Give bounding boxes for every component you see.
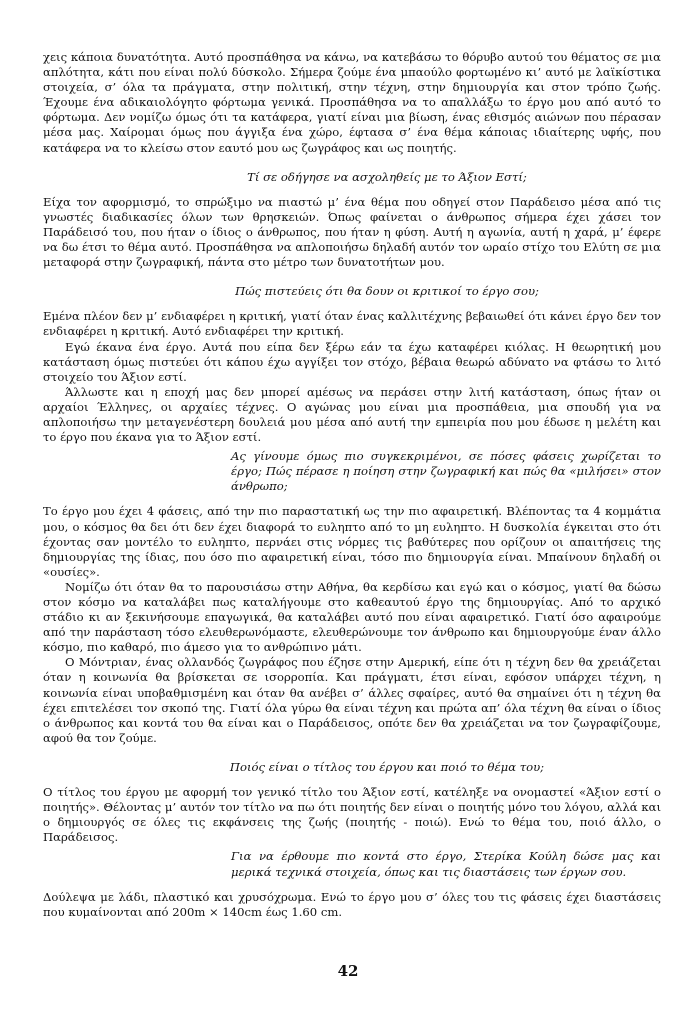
paragraph: Το έργο μου έχει 4 φάσεις, από την πιο παραστατική ως την πιο αφαιρετική. Βλέποντας τα 4 κομμάτια μου, ο κόσμος θα δει ότι δεν έχει διαφορά το ευληπτο από το μη ευληπτο. Η δυσκολία έγκειται στο ότι έχοντας σαν μοντέλο το ευληπτο, περνάει στις νόρμες τις βαθύτερες που ορίζουν οι απαιτήσεις της δημιουργίας της ίδιας, που όσο πιο αφαιρετική είναι, τόσο πιο δημιουργία είναι. Μπαίνουν δηλαδή οι «ουσίες».: [43, 504, 661, 579]
paragraph: Εμένα πλέον δεν μ’ ενδιαφέρει η κριτική, γιατί όταν ένας καλλιτέχνης βεβαιωθεί ότι κάνει έργο δεν τον ενδιαφέρει η κριτική. Αυτό ενδιαφέρει την κριτική.: [43, 309, 661, 339]
page-number: 42: [337, 962, 359, 980]
paragraph: Εγώ έκανα ένα έργο. Αυτά που είπα δεν ξέρω εάν τα έχω καταφέρει κιόλας. Η θεωρητική μου κατάσταση όμως πιστεύει ότι κάπου έχω αγγίξει τον στόχο, βέβαια θεωρώ αδύνατο να φτάσω το λιτό στοιχείο του Άξιον εστί.: [43, 339, 661, 384]
paragraph: Είχα τον αφορμισμό, το σπρώξιμο να πιαστώ μ’ ένα θέμα που οδηγεί στον Παράδεισο μέσα από τις γνωστές διαδικασίες όλων των θρησκειών. Όπως φαίνεται ο άνθρωπος σήμερα έχει χάσει τον Παράδεισό του, που ήταν ο ίδιος ο άνθρωπος, που ήταν η φύση. Αυτή η αγωνία, αυτή η χαρά, μ’ έφερε να δω έτσι το θέμα αυτό. Προσπάθησα να απλοποιήσω δηλαδή αυτόν τον ωραίο στίχο του Ελύτη σε μια μεταφορά στην ζωγραφική, πάντα στο μέτρο των δυνατοτήτων μου.: [43, 194, 661, 270]
paragraph: χεις κάποια δυνατότητα. Αυτό προσπάθησα να κάνω, να κατεβάσω το θόρυβο αυτού του θέματος σε μια απλότητα, κάτι που είναι πολύ δύσκολο. Σήμερα ζούμε ένα μπαούλο φορτωμένο κι’ αυτό με λαϊκίστικα στοιχεία, σ’ όλα τα πράγματα, στην πολιτική, στην τέχνη, στην δημιουργία και στον τρόπο ζωής. Έχουμε ένα αδικαιολόγητο φόρτωμα γενικά. Προσπάθησα να το απαλλάξω το έργο μου από αυτό το φόρτωμα. Δεν νομίζω όμως ότι τα κατάφερα, γιατί είναι μια βίωση, ένας εθισμός αιώνων που πέρασαν μέσα μας. Χαίρομαι όμως που άγγιξα ένα χώρο, έφτασα σ’ ένα θέμα κάποιας ιδιαίτερης υφής, που κατάφερα να το κλείσω στον εαυτό μου ως ζωγράφος και ως ποιητής.: [43, 50, 661, 155]
interview-question: Για να έρθουμε πιο κοντά στο έργο, Στερίκα Κούλη δώσε μας και μερικά τεχνικά στοιχεία, όπως και τις διαστάσεις των έργων σου.: [231, 849, 661, 879]
interview-question: Ας γίνουμε όμως πιο συγκεκριμένοι, σε πόσες φάσεις χωρίζεται το έργο; Πώς πέρασε η ποίηση στην ζωγραφική και πώς θα «μιλήσει» στον άνθρωπο;: [231, 449, 661, 494]
interview-question: Ποιός είναι ο τίτλος του έργου και ποιό το θέμα του;: [229, 759, 545, 774]
page-body: [43, 50, 661, 920]
interview-question: Πώς πιστεύεις ότι θα δουν οι κριτικοί το έργο σου;: [235, 284, 539, 299]
paragraph: Ο τίτλος του έργου με αφορμή τον γενικό τίτλο του Άξιον εστί, κατέληξε να ονομαστεί «Άξιον εστί ο ποιητής». Θέλοντας μ’ αυτόν τον τίτλο να πω ότι ποιητής δεν είναι ο ποιητής μόνο του λόγου, αλλά και ο δημιουργός σε όλες τις εκφάνσεις της ζωής (ποιητής - ποιώ). Ενώ το θέμα του, ποιό άλλο, ο Παράδεισος.: [43, 785, 661, 845]
paragraph: Άλλωστε και η εποχή μας δεν μπορεί αμέσως να περάσει στην λιτή κατάσταση, όπως ήταν οι αρχαίοι Έλληνες, οι αρχαίες τέχνες. Ο αγώνας μου είναι μια προσπάθεια, μια σπουδή για να απλοποιήσω την μεταγενέστερη δουλειά μου μέσα από αυτή την εμπειρία που μου έδωσε η μελέτη και το έργο που έκανα για το Άξιον εστί.: [43, 384, 661, 445]
paragraph: Δούλεψα με λάδι, πλαστικό και χρυσόχρωμα. Ενώ το έργο μου σ’ όλες του τις φάσεις έχει διαστάσεις που κυμαίνονται από 200m × 140cm έως 1.60 cm.: [43, 889, 661, 919]
paragraph: Ο Μόντριαν, ένας ολλανδός ζωγράφος που έζησε στην Αμερική, είπε ότι η τέχνη δεν θα χρειάζεται όταν η κοινωνία θα βρίσκεται σε ισορροπία. Και πράγματι, έτσι είναι, εφόσον υπάρχει τέχνη, η κοινωνία είναι υποβαθμισμένη και όταν θα ανέβει σ’ άλλες σφαίρες, αυτό θα σημαίνει ότι η τέχνη θα έχει επιτελέσει τον σκοπό της. Γιατί όλα γύρω θα είναι τέχνη και πρώτα απ’ όλα τέχνη θα είναι ο ίδιος ο άνθρωπος και κοντά του θα είναι και ο Παράδεισος, οπότε δεν θα χρειάζεται να τον ζωγραφίζουμε, αφού θα τον ζούμε.: [43, 655, 661, 745]
paragraph: Νομίζω ότι όταν θα το παρουσιάσω στην Αθήνα, θα κερδίσω και εγώ και ο κόσμος, γιατί θα δώσω στον κόσμο να καταλάβει πως καταλήγουμε στο καθεαυτού έργο της δημιουργίας. Από το αρχικό στάδιο κι αν ξεκινήσουμε επαγωγικά, θα καταλάβει αυτό που είναι αφαιρετικό. Γιατί όσο αφαιρούμε από την παράσταση τόσο ελευθερωνόμαστε, ελευθερώνουμε τον άνθρωπο και δημιουργούμε έναν άλλο κόσμο, πιο καθαρό, πιο άμεσο για το ανθρώπινο μάτι.: [43, 579, 661, 655]
interview-question: Τί σε οδήγησε να ασχοληθείς με το Άξιον Εστί;: [247, 169, 527, 184]
